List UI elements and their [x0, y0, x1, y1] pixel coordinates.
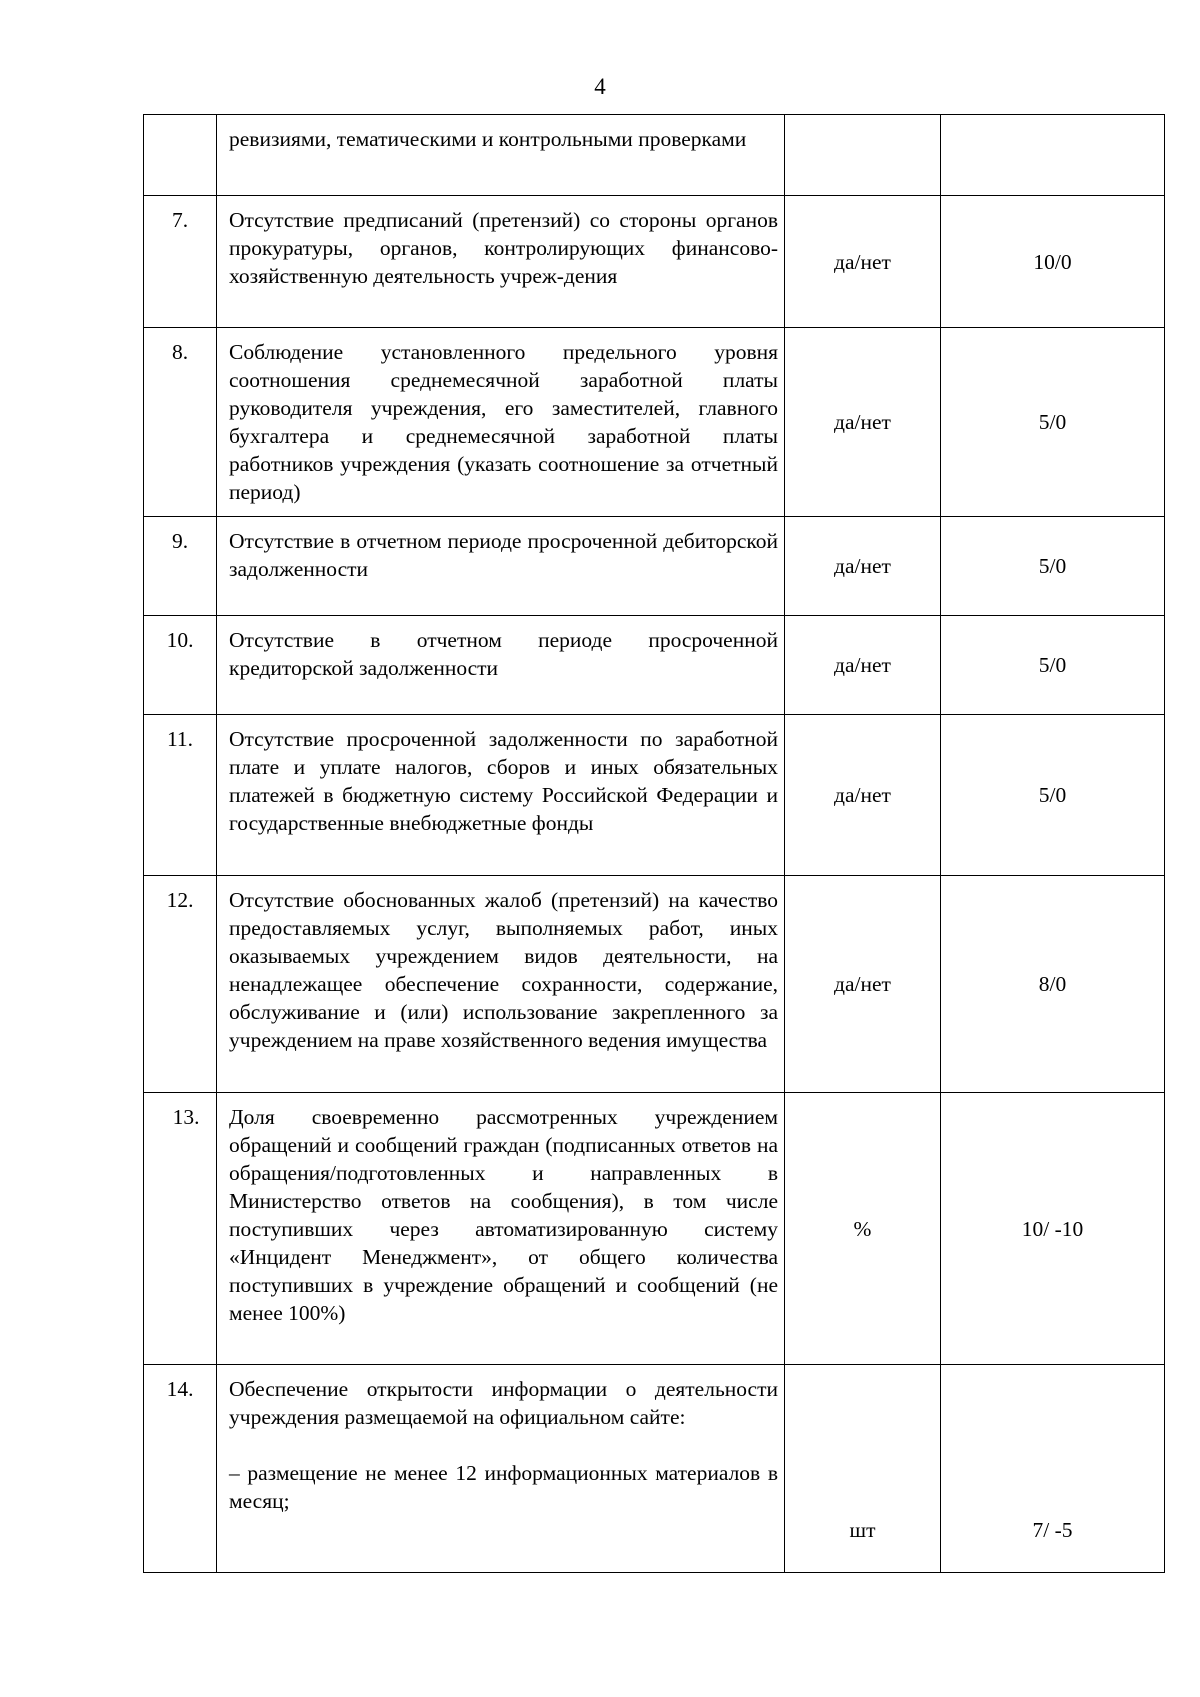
unit-cell: да/нет [785, 328, 941, 517]
unit-cell: да/нет [785, 616, 941, 715]
criteria-table [143, 114, 1165, 1573]
row-number [144, 115, 217, 196]
row-number: 14. [144, 1365, 217, 1573]
criterion-text: Отсутствие в отчетном периоде просроченной дебиторской задолженности [229, 529, 778, 581]
row-number: 8. [144, 328, 217, 517]
criterion-cell [217, 876, 785, 1093]
score-cell: 5/0 [941, 616, 1165, 715]
criterion-text: Отсутствие просроченной задолженности по заработной плате и уплате налогов, сборов и иных обязательных платежей в бюджетную систему Российской Федерации и государственные внебюджетные фонды [229, 727, 778, 835]
criterion-cell [217, 1365, 785, 1573]
row-number: 10. [144, 616, 217, 715]
criterion-text: Отсутствие обоснованных жалоб (претензий) на качество предоставляемых услуг, выполняемых работ, иных оказываемых учреждением видов деятельности, на ненадлежащее обеспечение сохранности, содержание, обслуживание и (или) использование закрепленного за учреждением на праве хозяйственного ведения имущества [229, 888, 778, 1052]
criterion-text: Отсутствие предписаний (претензий) со стороны органов прокуратуры, органов, контролирующих финансово-хозяйственную деятельность учреж-дения [229, 208, 778, 288]
criterion-text: ревизиями, тематическими и контрольными проверками [229, 127, 747, 151]
criterion-text: Отсутствие в отчетном периоде просроченной кредиторской задолженности [229, 628, 778, 680]
score-cell: 10/0 [941, 196, 1165, 328]
unit-cell: да/нет [785, 715, 941, 876]
criterion-text: Доля своевременно рассмотренных учреждением обращений и сообщений граждан (подписанных ответов на обращения/подготовленных и направленных в Министерство ответов на сообщения), в том числе поступивших через автоматизированную систему «Инцидент Менеджмент», от общего количества поступивших в учреждение обращений и сообщений (не менее 100%) [229, 1105, 778, 1325]
criterion-text: Соблюдение установленного предельного уровня соотношения среднемесячной заработной платы руководителя учреждения, его заместителей, главного бухгалтера и среднемесячной заработной платы работников учреждения (указать соотношение за отчетный период) [229, 340, 778, 504]
table-row [144, 1365, 1165, 1573]
score-cell: 10/ -10 [941, 1093, 1165, 1365]
score-cell: 5/0 [941, 715, 1165, 876]
criterion-subitem-text: – размещение не менее 12 информационных материалов в месяц; [229, 1461, 778, 1513]
paragraph-gap [229, 1431, 778, 1459]
table-row [144, 1093, 1165, 1365]
criteria-table-body [144, 115, 1165, 1573]
row-number: 7. [144, 196, 217, 328]
criterion-text: Обеспечение открытости информации о деятельности учреждения размещаемой на официальном сайте: [229, 1377, 778, 1429]
unit-cell: да/нет [785, 876, 941, 1093]
table-row [144, 328, 1165, 517]
score-cell: 5/0 [941, 328, 1165, 517]
score-cell: 5/0 [941, 517, 1165, 616]
page-number: 4 [594, 74, 606, 99]
criterion-cell [217, 196, 785, 328]
score-cell [941, 115, 1165, 196]
table-row [144, 196, 1165, 328]
table-row [144, 715, 1165, 876]
criterion-cell [217, 328, 785, 517]
score-cell: 8/0 [941, 876, 1165, 1093]
row-number: 9. [144, 517, 217, 616]
criterion-cell [217, 616, 785, 715]
row-number: 12. [144, 876, 217, 1093]
table-row [144, 115, 1165, 196]
unit-cell: да/нет [785, 196, 941, 328]
unit-cell [785, 115, 941, 196]
unit-cell: шт [785, 1365, 941, 1573]
unit-cell: % [785, 1093, 941, 1365]
unit-cell: да/нет [785, 517, 941, 616]
row-number: 11. [144, 715, 217, 876]
table-row [144, 876, 1165, 1093]
table-row [144, 517, 1165, 616]
score-cell: 7/ -5 [941, 1365, 1165, 1573]
criterion-cell [217, 1093, 785, 1365]
table-row [144, 616, 1165, 715]
criterion-cell [217, 715, 785, 876]
criterion-cell [217, 115, 785, 196]
criterion-cell [217, 517, 785, 616]
row-number: 13. [144, 1093, 217, 1365]
